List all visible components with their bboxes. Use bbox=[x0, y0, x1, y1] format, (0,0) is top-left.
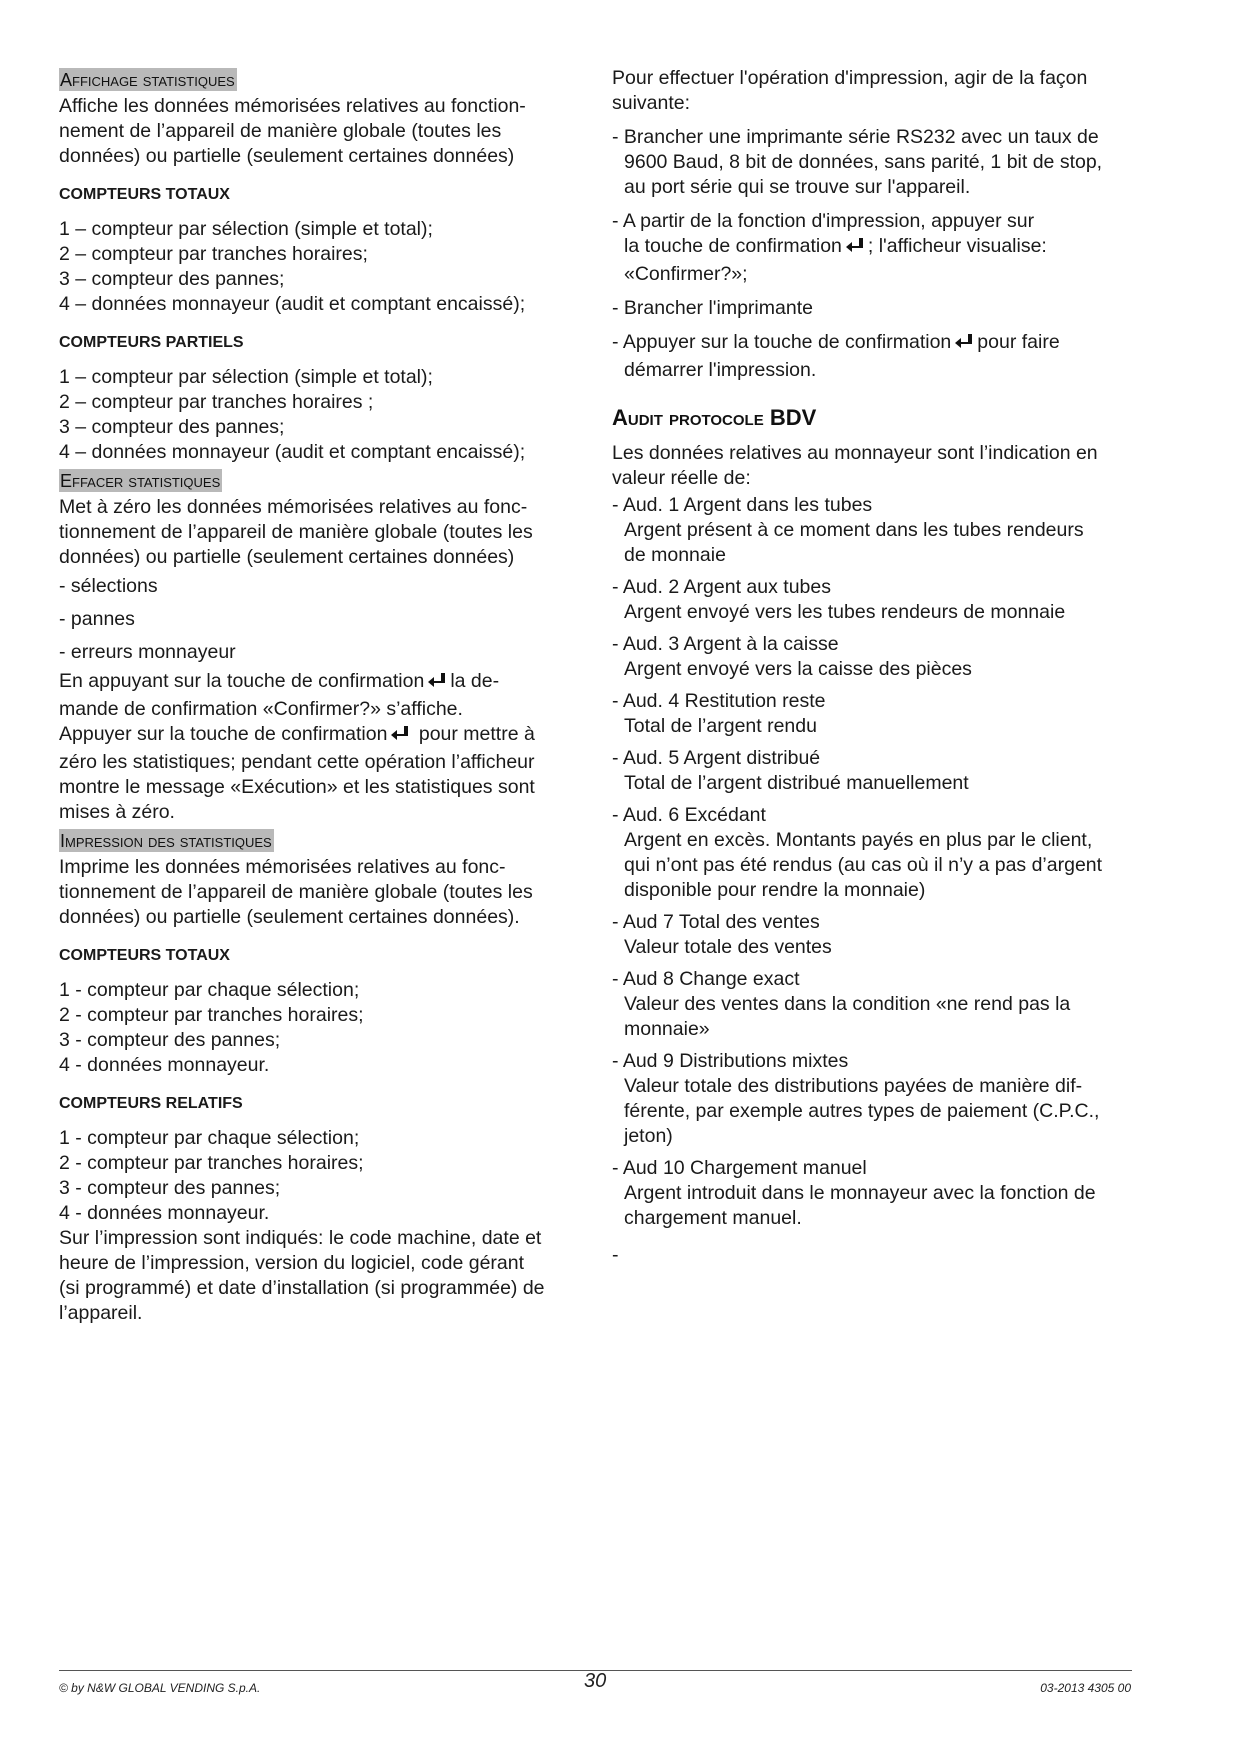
subheading-compteurs-totaux: COMPTEURS TOTAUX bbox=[59, 947, 230, 964]
effacer-item: - erreurs monnayeur bbox=[59, 641, 236, 663]
audit-item bbox=[612, 632, 1142, 682]
enter-key-icon bbox=[954, 333, 974, 358]
effacer-intro: Met à zéro les données mémorisées relatives au fonc- tionnement de l’appareil de manière globale (toutes les données) ou partielle (seulement certaines données) bbox=[59, 496, 533, 568]
audit-item-desc: Valeur totale des ventes bbox=[624, 936, 832, 958]
audit-item bbox=[612, 493, 1142, 568]
audit-item-title: - Aud. 1 Argent dans les tubes bbox=[612, 494, 873, 516]
effacer-confirm-text: En appuyant sur la touche de confirmation la de- mande de confirmation «Confirmer?» s’affiche. Appuyer sur la touche de confirmation pour mettre à zéro les statistiques; pendant cette opération l’afficheur montre le message «Exécution» et les statistiques sont mises à zéro. bbox=[59, 670, 535, 823]
audit-item-desc: qui n’ont pas été rendus (au cas où il n’y a pas d’argent bbox=[624, 854, 1103, 876]
print-step: - A partir de la fonction d'impression, appuyer sur la touche de confirmation ; l'afficheur visualise: «Confirmer?»; bbox=[612, 210, 1047, 285]
enter-key-icon bbox=[845, 237, 865, 262]
section-title-impression: Impression des statistiques bbox=[60, 831, 272, 851]
impression-intro: Imprime les données mémorisées relatives au fonc- tionnement de l’appareil de manière globale (toutes les données) ou partielle (seulement certaines données). bbox=[59, 856, 533, 928]
subheading-compteurs-totaux: COMPTEURS TOTAUX bbox=[59, 186, 230, 203]
audit-item-desc: Valeur des ventes dans la condition «ne rend pas la bbox=[624, 993, 1071, 1015]
enter-key-icon bbox=[390, 725, 410, 750]
audit-item-title: - Aud. 3 Argent à la caisse bbox=[612, 633, 839, 655]
audit-list bbox=[612, 493, 1142, 1231]
print-step: - Appuyer sur la touche de confirmation pour faire démarrer l'impression. bbox=[612, 331, 1060, 381]
audit-item-title: - Aud. 2 Argent aux tubes bbox=[612, 576, 831, 598]
audit-item-title: - Aud. 5 Argent distribué bbox=[612, 747, 821, 769]
audit-item-desc: Argent présent à ce moment dans les tubes rendeurs bbox=[624, 519, 1084, 541]
audit-item-title: - Aud 10 Chargement manuel bbox=[612, 1157, 867, 1179]
affichage-list-totaux: 1 – compteur par sélection (simple et total); 2 – compteur par tranches horaires; 3 – compteur des pannes; 4 – données monnayeur (audit et comptant encaissé); bbox=[59, 218, 526, 315]
affichage-list-partiels: 1 – compteur par sélection (simple et total); 2 – compteur par tranches horaires ; 3 – compteur des pannes; 4 – données monnayeur (audit et comptant encaissé); bbox=[59, 366, 526, 463]
enter-key-icon bbox=[427, 672, 447, 697]
impression-list-relatifs: 1 - compteur par chaque sélection; 2 - compteur par tranches horaires; 3 - compteur des pannes; 4 - données monnayeur. bbox=[59, 1127, 364, 1224]
audit-item bbox=[612, 1049, 1142, 1149]
audit-item-title: - Aud 9 Distributions mixtes bbox=[612, 1050, 849, 1072]
audit-item-desc: chargement manuel. bbox=[624, 1207, 802, 1229]
section-title-audit: Audit protocole BDV bbox=[612, 405, 817, 430]
audit-item-desc: Valeur totale des distributions payées de manière dif- bbox=[624, 1075, 1083, 1097]
audit-item bbox=[612, 575, 1142, 625]
audit-item bbox=[612, 746, 1142, 796]
document-code: 03-2013 4305 00 bbox=[1040, 1681, 1131, 1695]
left-column bbox=[59, 66, 579, 1326]
subheading-compteurs-relatifs: COMPTEURS RELATIFS bbox=[59, 1095, 243, 1112]
audit-item-title: - Aud 7 Total des ventes bbox=[612, 911, 820, 933]
print-step: - Brancher l'imprimante bbox=[612, 297, 813, 319]
audit-item-desc: Argent envoyé vers les tubes rendeurs de monnaie bbox=[624, 601, 1066, 623]
audit-intro: Les données relatives au monnayeur sont l’indication en valeur réelle de: bbox=[612, 442, 1098, 489]
affichage-intro: Affiche les données mémorisées relatives au fonction- nement de l’appareil de manière globale (toutes les données) ou partielle (seulement certaines données) bbox=[59, 95, 526, 167]
audit-item-title: - Aud. 6 Excédant bbox=[612, 804, 766, 826]
audit-item-desc: de monnaie bbox=[624, 544, 726, 566]
audit-item-desc: Argent envoyé vers la caisse des pièces bbox=[624, 658, 972, 680]
audit-item-desc: Total de l’argent distribué manuellement bbox=[624, 772, 969, 794]
impression-outro: Sur l’impression sont indiqués: le code machine, date et heure de l’impression, version du logiciel, code gérant (si programmé) et date d’installation (si programmée) de l’appareil. bbox=[59, 1227, 545, 1324]
audit-item-desc: férente, par exemple autres types de paiement (C.P.C., bbox=[624, 1100, 1100, 1122]
audit-item-title: - Aud 8 Change exact bbox=[612, 968, 800, 990]
audit-item-desc: Argent en excès. Montants payés en plus par le client, bbox=[624, 829, 1093, 851]
section-title-affichage: Affichage statistiques bbox=[60, 70, 235, 90]
footer-copyright: © by N&W GLOBAL VENDING S.p.A. bbox=[59, 1681, 261, 1695]
print-step: - Brancher une imprimante série RS232 avec un taux de 9600 Baud, 8 bit de données, sans parité, 1 bit de stop, au port série qui se trouve sur l'appareil. bbox=[612, 126, 1103, 198]
audit-item bbox=[612, 967, 1142, 1042]
section-title-effacer: Effacer statistiques bbox=[60, 471, 221, 491]
effacer-item: - sélections bbox=[59, 575, 158, 597]
audit-item bbox=[612, 803, 1142, 903]
trailing-dash: - bbox=[612, 1244, 619, 1266]
audit-item-desc: jeton) bbox=[624, 1125, 673, 1147]
print-intro: Pour effectuer l'opération d'impression, agir de la façon suivante: bbox=[612, 67, 1088, 114]
audit-item bbox=[612, 1156, 1142, 1231]
subheading-compteurs-partiels: COMPTEURS PARTIELS bbox=[59, 334, 244, 351]
audit-item bbox=[612, 910, 1142, 960]
right-column bbox=[612, 66, 1142, 1268]
impression-list-totaux: 1 - compteur par chaque sélection; 2 - compteur par tranches horaires; 3 - compteur des pannes; 4 - données monnayeur. bbox=[59, 979, 364, 1076]
page-number: 30 bbox=[584, 1670, 607, 1692]
effacer-item: - pannes bbox=[59, 608, 135, 630]
audit-item bbox=[612, 689, 1142, 739]
audit-item-desc: disponible pour rendre la monnaie) bbox=[624, 879, 926, 901]
audit-item-desc: Total de l’argent rendu bbox=[624, 715, 817, 737]
audit-item-desc: Argent introduit dans le monnayeur avec la fonction de bbox=[624, 1182, 1096, 1204]
audit-item-title: - Aud. 4 Restitution reste bbox=[612, 690, 826, 712]
audit-item-desc: monnaie» bbox=[624, 1018, 710, 1040]
